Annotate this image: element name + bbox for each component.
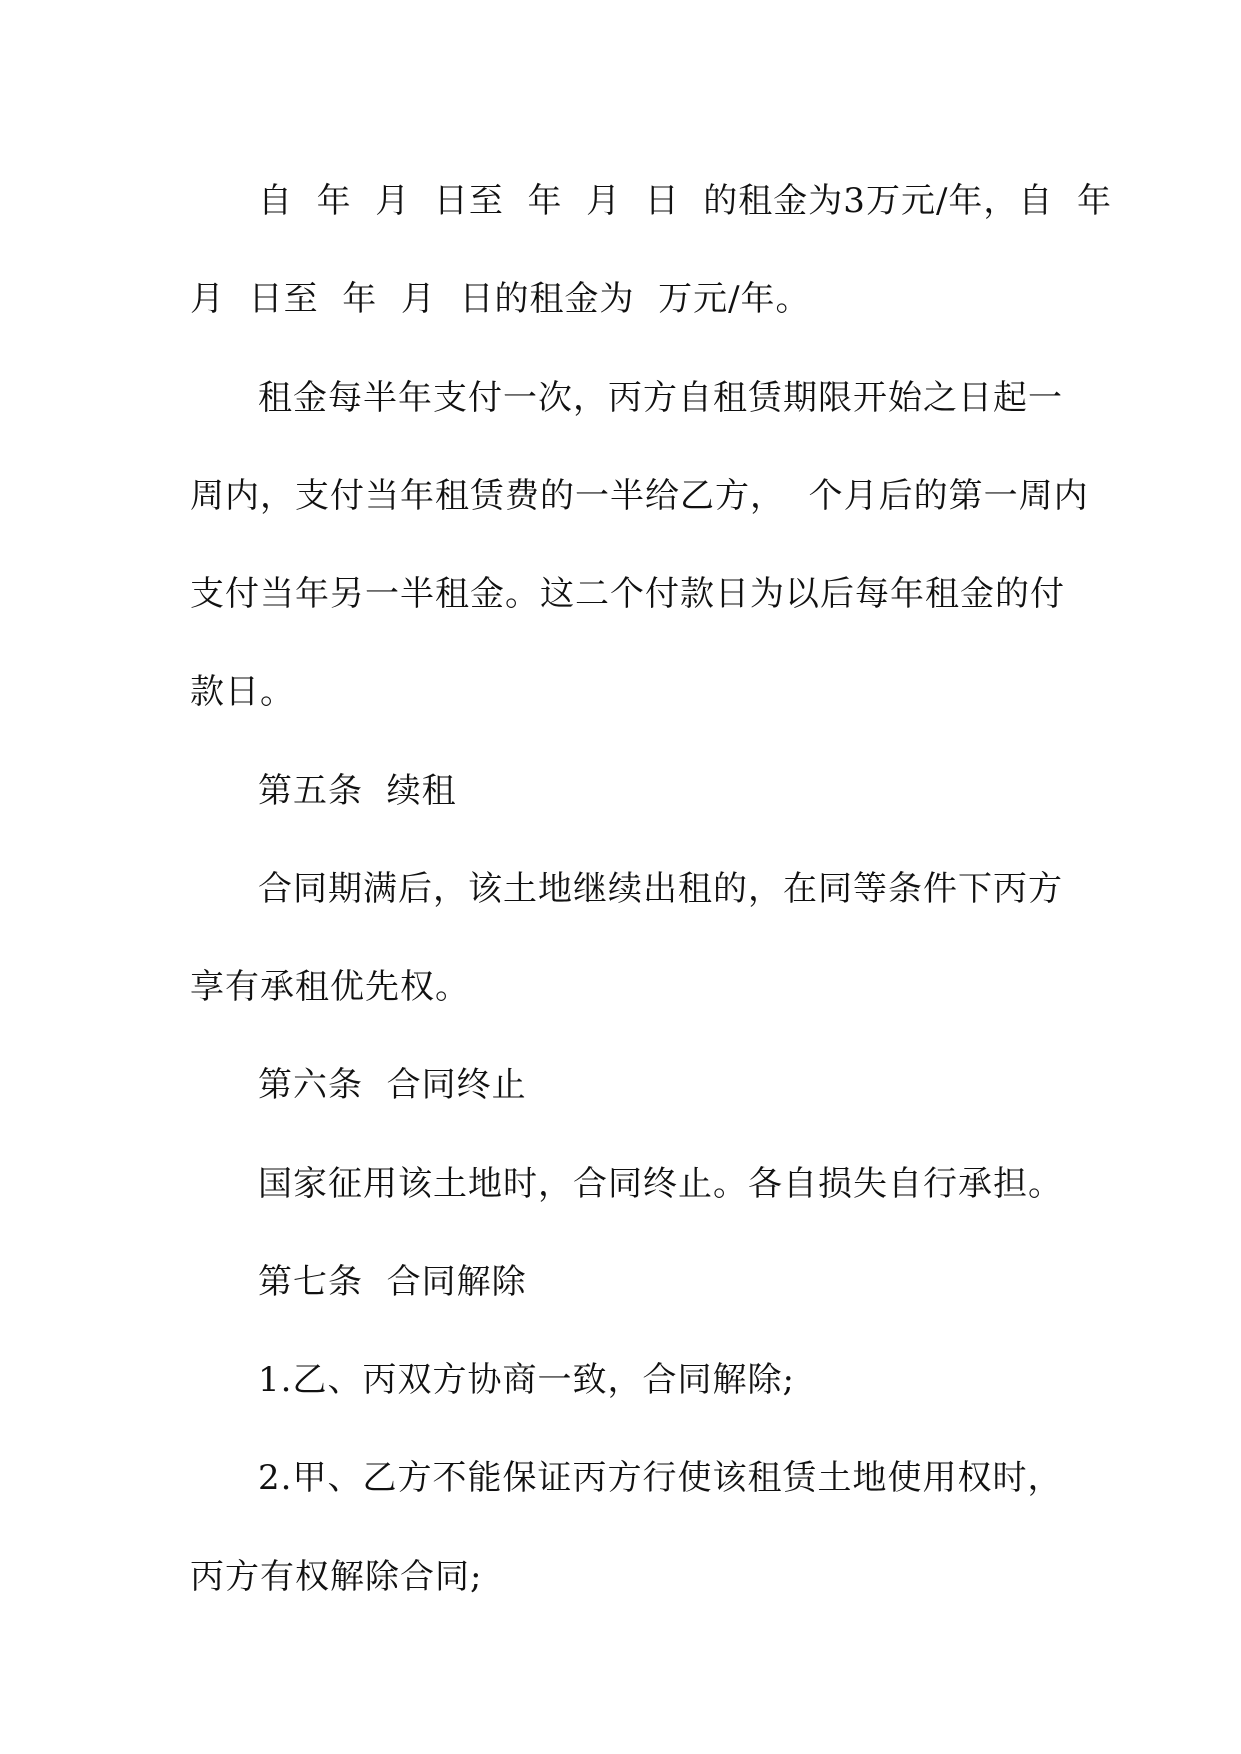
text-line: 月 日至 年 月 日的租金为 万元/年。 (190, 279, 811, 319)
text-line: 享有承租优先权。 (190, 967, 470, 1007)
text-line: 租金每半年支付一次，丙方自租赁期限开始之日起一 (258, 378, 1063, 418)
section-heading: 第七条 合同解除 (258, 1262, 527, 1302)
text-line: 合同期满后，该土地继续出租的，在同等条件下丙方 (258, 869, 1063, 909)
text-line: 国家征用该土地时，合同终止。各自损失自行承担。 (258, 1164, 1063, 1204)
text-line: 自 年 月 日至 年 月 日 的租金为3万元/年，自 年 (258, 181, 1113, 221)
text-line: 支付当年另一半租金。这二个付款日为以后每年租金的付 (190, 574, 1065, 614)
list-item: 2.甲、乙方不能保证丙方行使该租赁土地使用权时， (258, 1458, 1063, 1498)
list-item: 1.乙、丙双方协商一致，合同解除; (258, 1360, 795, 1400)
text-line: 款日。 (190, 672, 295, 712)
text-line: 丙方有权解除合同; (190, 1557, 483, 1597)
section-heading: 第五条 续租 (258, 771, 457, 811)
section-heading: 第六条 合同终止 (258, 1065, 527, 1105)
text-line: 周内，支付当年租赁费的一半给乙方， 个月后的第一周内 (190, 476, 1089, 516)
